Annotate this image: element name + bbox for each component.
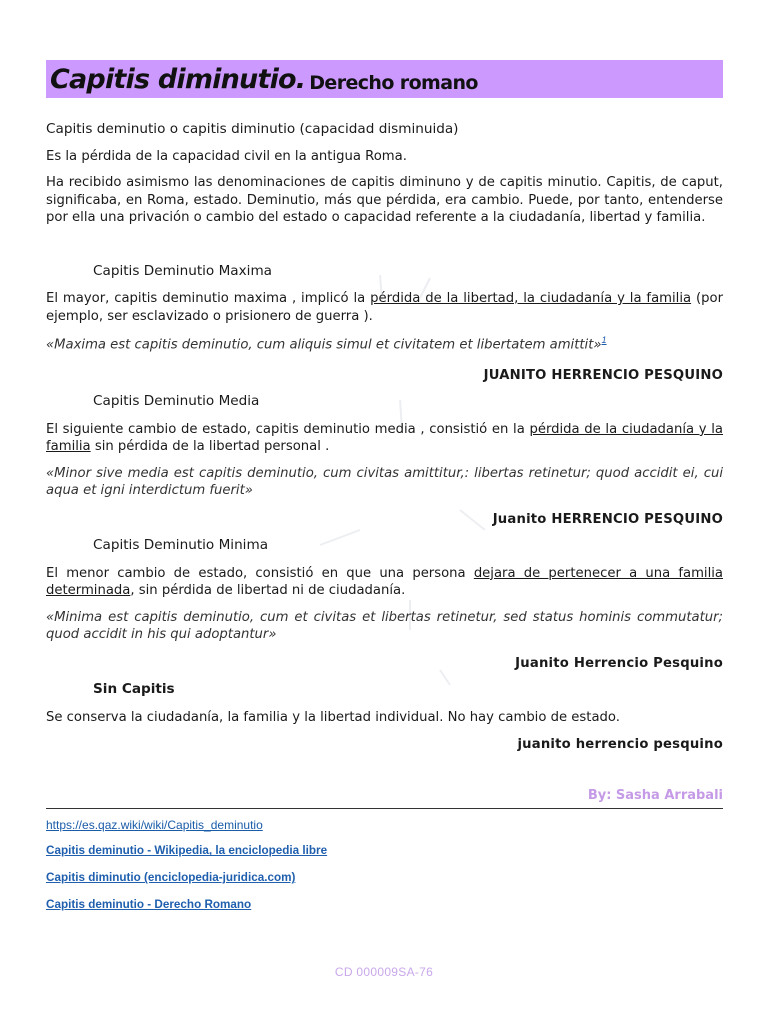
source-link-enciclopedia-juridica[interactable]: Capitis diminutio (enciclopedia-juridica.com) [46,871,296,885]
source-link-qaz-wiki[interactable]: https://es.qaz.wiki/wiki/Capitis_deminutio [46,818,263,833]
source-link-row-4 [46,897,723,913]
minima-text-after: , sin pérdida de libertad ni de ciudadanía. [130,583,406,599]
source-link-derecho-romano[interactable]: Capitis deminutio - Derecho Romano [46,898,252,912]
source-link-row-1 [46,817,723,834]
maxima-underlined-text: pérdida de la libertad, la ciudadanía y la familia [370,291,692,306]
maxima-quote-text: «Maxima est capitis deminutio, cum aliquis simul et civitatem et libertatem amittit» [46,337,602,353]
maxima-quote [46,332,723,354]
intro-paragraph-2: Ha recibido asimismo las denominaciones de capitis diminuno y de capitis minutio. Capitis, de caput, significaba, en Roma, estado. Deminutio, más que pérdida, era cambio. Puede, por tanto, entenderse por ella una privación o cambio del estado o capacidad referente a la ciudadanía, libertad y familia. [46,175,723,225]
maxima-author: JUANITO HERRENCIO PESQUINO [483,367,723,383]
maxima-paragraph [46,290,723,325]
document-page [46,60,723,913]
minima-underlined-text: dejara de pertenecer a una familia determinada [46,565,723,599]
byline: By: Sasha Arrabali [587,787,723,803]
sin-capitis-paragraph: Se conserva la ciudadanía, la familia y la libertad individual. No hay cambio de estado. [46,709,620,725]
footnote-link[interactable]: 1 [601,335,607,345]
minima-quote: «Minima est capitis deminutio, cum et civitas et libertas retinetur, sed status hominis commutatur; quod accidit in his qui adoptantur» [46,609,723,643]
sin-capitis-author: juanito herrencio pesquino [517,737,723,753]
section-heading-media: Capitis Deminutio Media [93,393,260,410]
source-link-wikipedia[interactable]: Capitis deminutio - Wikipedia, la enciclopedia libre [46,844,328,858]
media-text-after: sin pérdida de la libertad personal . [90,439,330,455]
media-paragraph [46,421,723,456]
media-text-before: El siguiente cambio de estado, capitis deminutio media , consistió en la [46,421,530,437]
media-quote: «Minor sive media est capitis deminutio, cum civitas amittitur,: libertas retinetur; quod accidit ei, cui aqua et igni interdictum fuerit» [46,465,723,499]
source-link-row-3 [46,870,723,886]
intro-paragraph-1: Es la pérdida de la capacidad civil en la antigua Roma. [46,148,407,164]
media-underlined-text: pérdida de la ciudadanía y la familia [46,421,723,455]
minima-paragraph [46,565,723,600]
source-link-row-2 [46,843,723,859]
minima-text-before: El menor cambio de estado, consistió en que una persona [46,565,474,581]
intro-heading: Capitis deminutio o capitis diminutio (capacidad disminuida) [46,121,459,137]
section-heading-sin-capitis: Sin Capitis [93,681,175,698]
maxima-text-after: (por ejemplo, ser esclavizado o prisionero de guerra ). [46,291,723,324]
page-subtitle: Derecho romano [309,72,478,94]
title-banner [46,60,723,98]
media-author: Juanito HERRENCIO PESQUINO [492,511,723,527]
minima-author: Juanito Herrencio Pesquino [515,655,723,671]
section-heading-maxima: Capitis Deminutio Maxima [93,262,273,279]
maxima-text-before: El mayor, capitis deminutio maxima , implicó la [46,291,371,306]
page-title: Capitis diminutio. [50,64,306,95]
section-heading-minima: Capitis Deminutio Minima [93,537,269,554]
divider-line [46,808,723,809]
footer-code: CD 000009SA-76 [334,965,434,979]
